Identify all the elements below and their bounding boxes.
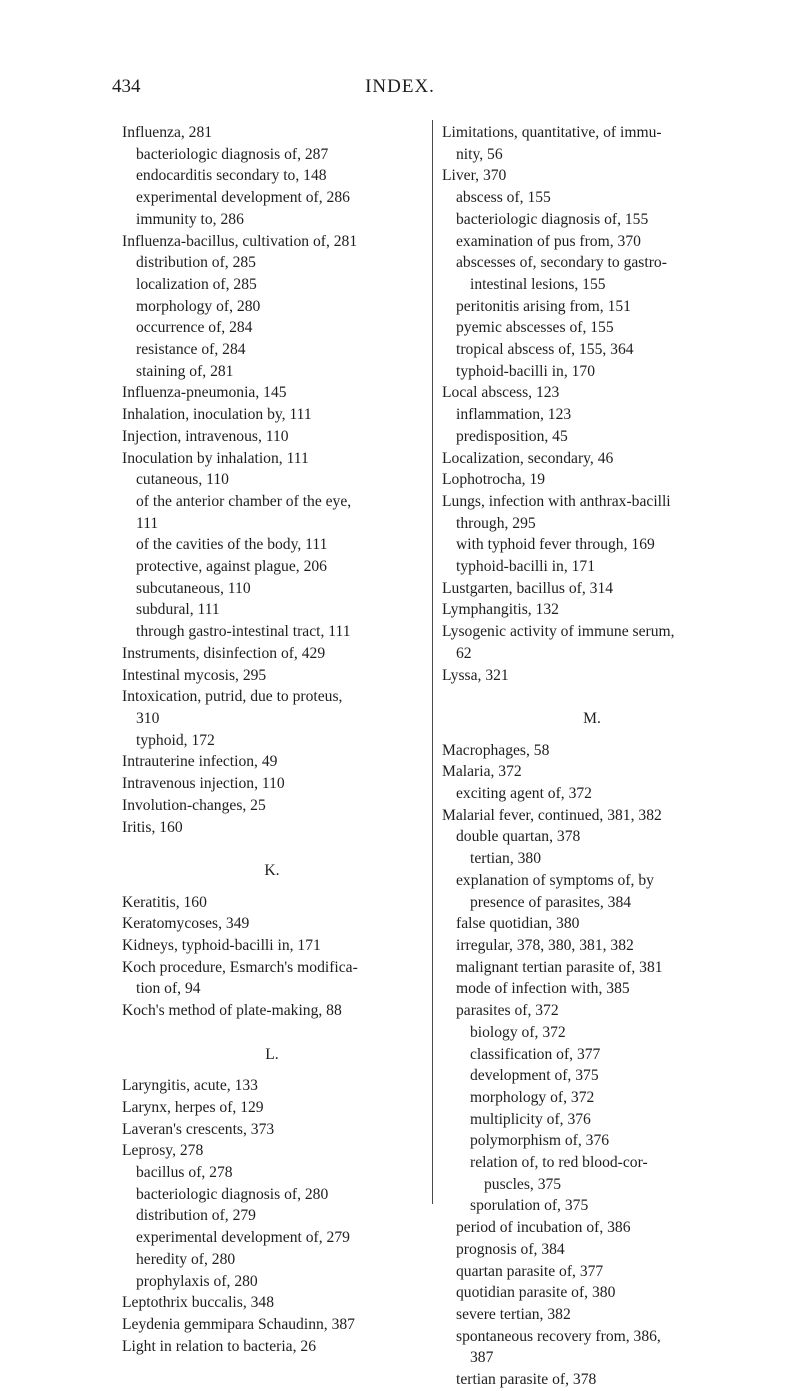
index-entry: of the cavities of the body, 111 (136, 536, 328, 554)
index-entry: Light in relation to bacteria, 26 (122, 1337, 316, 1355)
index-entry: Influenza, 281 (122, 124, 213, 141)
index-entry: examination of pus from, 370 (456, 232, 641, 250)
index-entry: Inhalation, inoculation by, 111 (122, 406, 312, 424)
index-entry: with typhoid fever through, 169 (456, 536, 655, 554)
index-entry: bacillus of, 278 (136, 1164, 233, 1182)
column-divider (432, 120, 433, 1204)
index-entry: predisposition, 45 (456, 427, 568, 445)
index-entry: cutaneous, 110 (136, 471, 229, 489)
index-entry: abscesses of, secondary to gastro- (456, 254, 667, 272)
index-entry: Involution-changes, 25 (122, 796, 266, 814)
index-entry: Liver, 370 (442, 167, 507, 185)
index-entry: through gastro-intestinal tract, 111 (136, 623, 351, 641)
section-l-entries (122, 1075, 422, 1357)
index-entry: peritonitis arising from, 151 (456, 297, 631, 315)
index-entry: 387 (470, 1349, 494, 1367)
section-m-entries (442, 740, 742, 1391)
index-entry: exciting agent of, 372 (456, 785, 592, 803)
section-k-entries (122, 892, 422, 1022)
index-entry: multiplicity of, 376 (470, 1110, 591, 1128)
index-entry: immunity to, 286 (136, 210, 244, 228)
index-entry: prophylaxis of, 280 (136, 1272, 258, 1290)
index-entry: bacteriologic diagnosis of, 280 (136, 1185, 329, 1203)
index-entry: Keratitis, 160 (122, 893, 207, 911)
index-entry: Influenza-pneumonia, 145 (122, 384, 287, 402)
section-i-entries (122, 122, 422, 838)
index-entry: Lymphangitis, 132 (442, 601, 559, 619)
index-entry: Leprosy, 278 (122, 1142, 204, 1160)
index-entry: quotidian parasite of, 380 (456, 1284, 616, 1302)
index-entry: subdural, 111 (136, 601, 220, 619)
index-entry: Leptothrix buccalis, 348 (122, 1294, 275, 1312)
index-entry: Localization, secondary, 46 (442, 449, 614, 467)
index-entry: explanation of symptoms of, by (456, 871, 654, 889)
index-entry: intestinal lesions, 155 (470, 275, 606, 293)
index-entry: 111 (136, 514, 159, 532)
index-entry: pyemic abscesses of, 155 (456, 319, 614, 337)
index-entry: Laveran's crescents, 373 (122, 1120, 275, 1138)
index-entry: protective, against plague, 206 (136, 558, 327, 576)
index-entry: Larynx, herpes of, 129 (122, 1098, 264, 1116)
index-entry: of the anterior chamber of the eye, (136, 492, 352, 510)
index-entry: Malaria, 372 (442, 763, 522, 781)
index-entry: relation of, to red blood-cor- (470, 1154, 648, 1172)
index-entry: tion of, 94 (136, 980, 201, 998)
index-entry: typhoid-bacilli in, 170 (456, 362, 596, 380)
index-entry: Intravenous injection, 110 (122, 775, 285, 793)
page-header (0, 76, 800, 106)
index-entry: Lungs, infection with anthrax-bacilli (442, 492, 671, 510)
index-entry: parasites of, 372 (456, 1002, 559, 1020)
page-number: 434 (112, 76, 141, 97)
index-entry: irregular, 378, 380, 381, 382 (456, 937, 634, 954)
left-column (122, 122, 422, 1357)
index-entry: Local abscess, 123 (442, 384, 560, 402)
index-entry: Keratomycoses, 349 (122, 915, 250, 933)
index-entry: 310 (136, 709, 160, 727)
index-entry: tertian parasite of, 378 (456, 1371, 597, 1389)
index-entry: distribution of, 285 (136, 254, 256, 272)
index-entry: typhoid, 172 (136, 731, 215, 749)
index-entry: classification of, 377 (470, 1045, 601, 1063)
index-entry: endocarditis secondary to, 148 (136, 167, 327, 185)
index-entry: double quartan, 378 (456, 828, 581, 846)
index-entry: bacteriologic diagnosis of, 155 (456, 210, 649, 228)
index-entry: localization of, 285 (136, 275, 257, 293)
index-entry: period of incubation of, 386 (456, 1219, 631, 1237)
index-entry: Malarial fever, continued, 381, 382 (442, 806, 662, 824)
index-entry: abscess of, 155 (456, 189, 551, 207)
index-entry: morphology of, 280 (136, 297, 261, 315)
index-entry: Injection, intravenous, 110 (122, 427, 289, 445)
index-entry: Limitations, quantitative, of immu- (442, 124, 662, 141)
section-heading-m: M. (583, 709, 601, 727)
index-entry: Koch's method of plate-making, 88 (122, 1002, 342, 1020)
index-entry: Lysogenic activity of immune serum, (442, 623, 675, 641)
index-entry: polymorphism of, 376 (470, 1132, 610, 1150)
index-entry: Leydenia gemmipara Schaudinn, 387 (122, 1315, 355, 1333)
index-entry: nity, 56 (456, 145, 503, 163)
index-entry: quartan parasite of, 377 (456, 1262, 604, 1280)
index-entry: severe tertian, 382 (456, 1305, 571, 1323)
index-entry: staining of, 281 (136, 362, 234, 380)
index-entry: sporulation of, 375 (470, 1197, 589, 1215)
index-entry: Inoculation by inhalation, 111 (122, 449, 309, 467)
index-entry: Influenza-bacillus, cultivation of, 281 (122, 232, 358, 250)
index-entry: Lustgarten, bacillus of, 314 (442, 579, 614, 597)
index-entry: occurrence of, 284 (136, 319, 253, 337)
index-entry: bacteriologic diagnosis of, 287 (136, 145, 329, 163)
right-column (442, 122, 742, 1391)
index-entry: Macrophages, 58 (442, 741, 550, 759)
page-title: INDEX. (365, 76, 435, 97)
index-entry: typhoid-bacilli in, 171 (456, 558, 596, 576)
index-entry: Lyssa, 321 (442, 666, 509, 684)
index-entry: Instruments, disinfection of, 429 (122, 644, 326, 662)
index-entry: Kidneys, typhoid-bacilli in, 171 (122, 937, 321, 954)
index-entry: 62 (456, 644, 472, 662)
index-entry: Intoxication, putrid, due to proteus, (122, 688, 343, 706)
index-entry: through, 295 (456, 514, 536, 532)
index-entry: experimental development of, 279 (136, 1229, 350, 1247)
index-entry: spontaneous recovery from, 386, (456, 1327, 661, 1345)
index-entry: heredity of, 280 (136, 1250, 236, 1268)
index-entry: Lophotrocha, 19 (442, 471, 546, 489)
section-l-continued-entries (442, 122, 742, 686)
index-entry: prognosis of, 384 (456, 1240, 565, 1258)
index-entry: development of, 375 (470, 1067, 599, 1085)
index-entry: tropical abscess of, 155, 364 (456, 341, 634, 359)
index-entry: mode of infection with, 385 (456, 980, 630, 998)
index-entry: biology of, 372 (470, 1023, 566, 1041)
index-entry: tertian, 380 (470, 850, 542, 868)
index-entry: Intrauterine infection, 49 (122, 753, 278, 771)
index-entry: false quotidian, 380 (456, 915, 580, 933)
index-entry: subcutaneous, 110 (136, 579, 251, 597)
index-entry: experimental development of, 286 (136, 189, 350, 207)
index-entry: Laryngitis, acute, 133 (122, 1077, 258, 1095)
index-entry: Koch procedure, Esmarch's modifica- (122, 958, 358, 976)
index-entry: distribution of, 279 (136, 1207, 256, 1225)
index-entry: Iritis, 160 (122, 818, 183, 836)
index-entry: puscles, 375 (484, 1175, 562, 1193)
index-entry: Intestinal mycosis, 295 (122, 666, 267, 684)
section-heading-k: K. (264, 861, 280, 879)
index-entry: presence of parasites, 384 (470, 893, 632, 911)
index-entry: morphology of, 372 (470, 1088, 595, 1106)
section-heading-l: L. (265, 1045, 279, 1063)
index-entry: resistance of, 284 (136, 341, 246, 359)
index-entry: malignant tertian parasite of, 381 (456, 958, 663, 976)
index-entry: inflammation, 123 (456, 406, 572, 424)
